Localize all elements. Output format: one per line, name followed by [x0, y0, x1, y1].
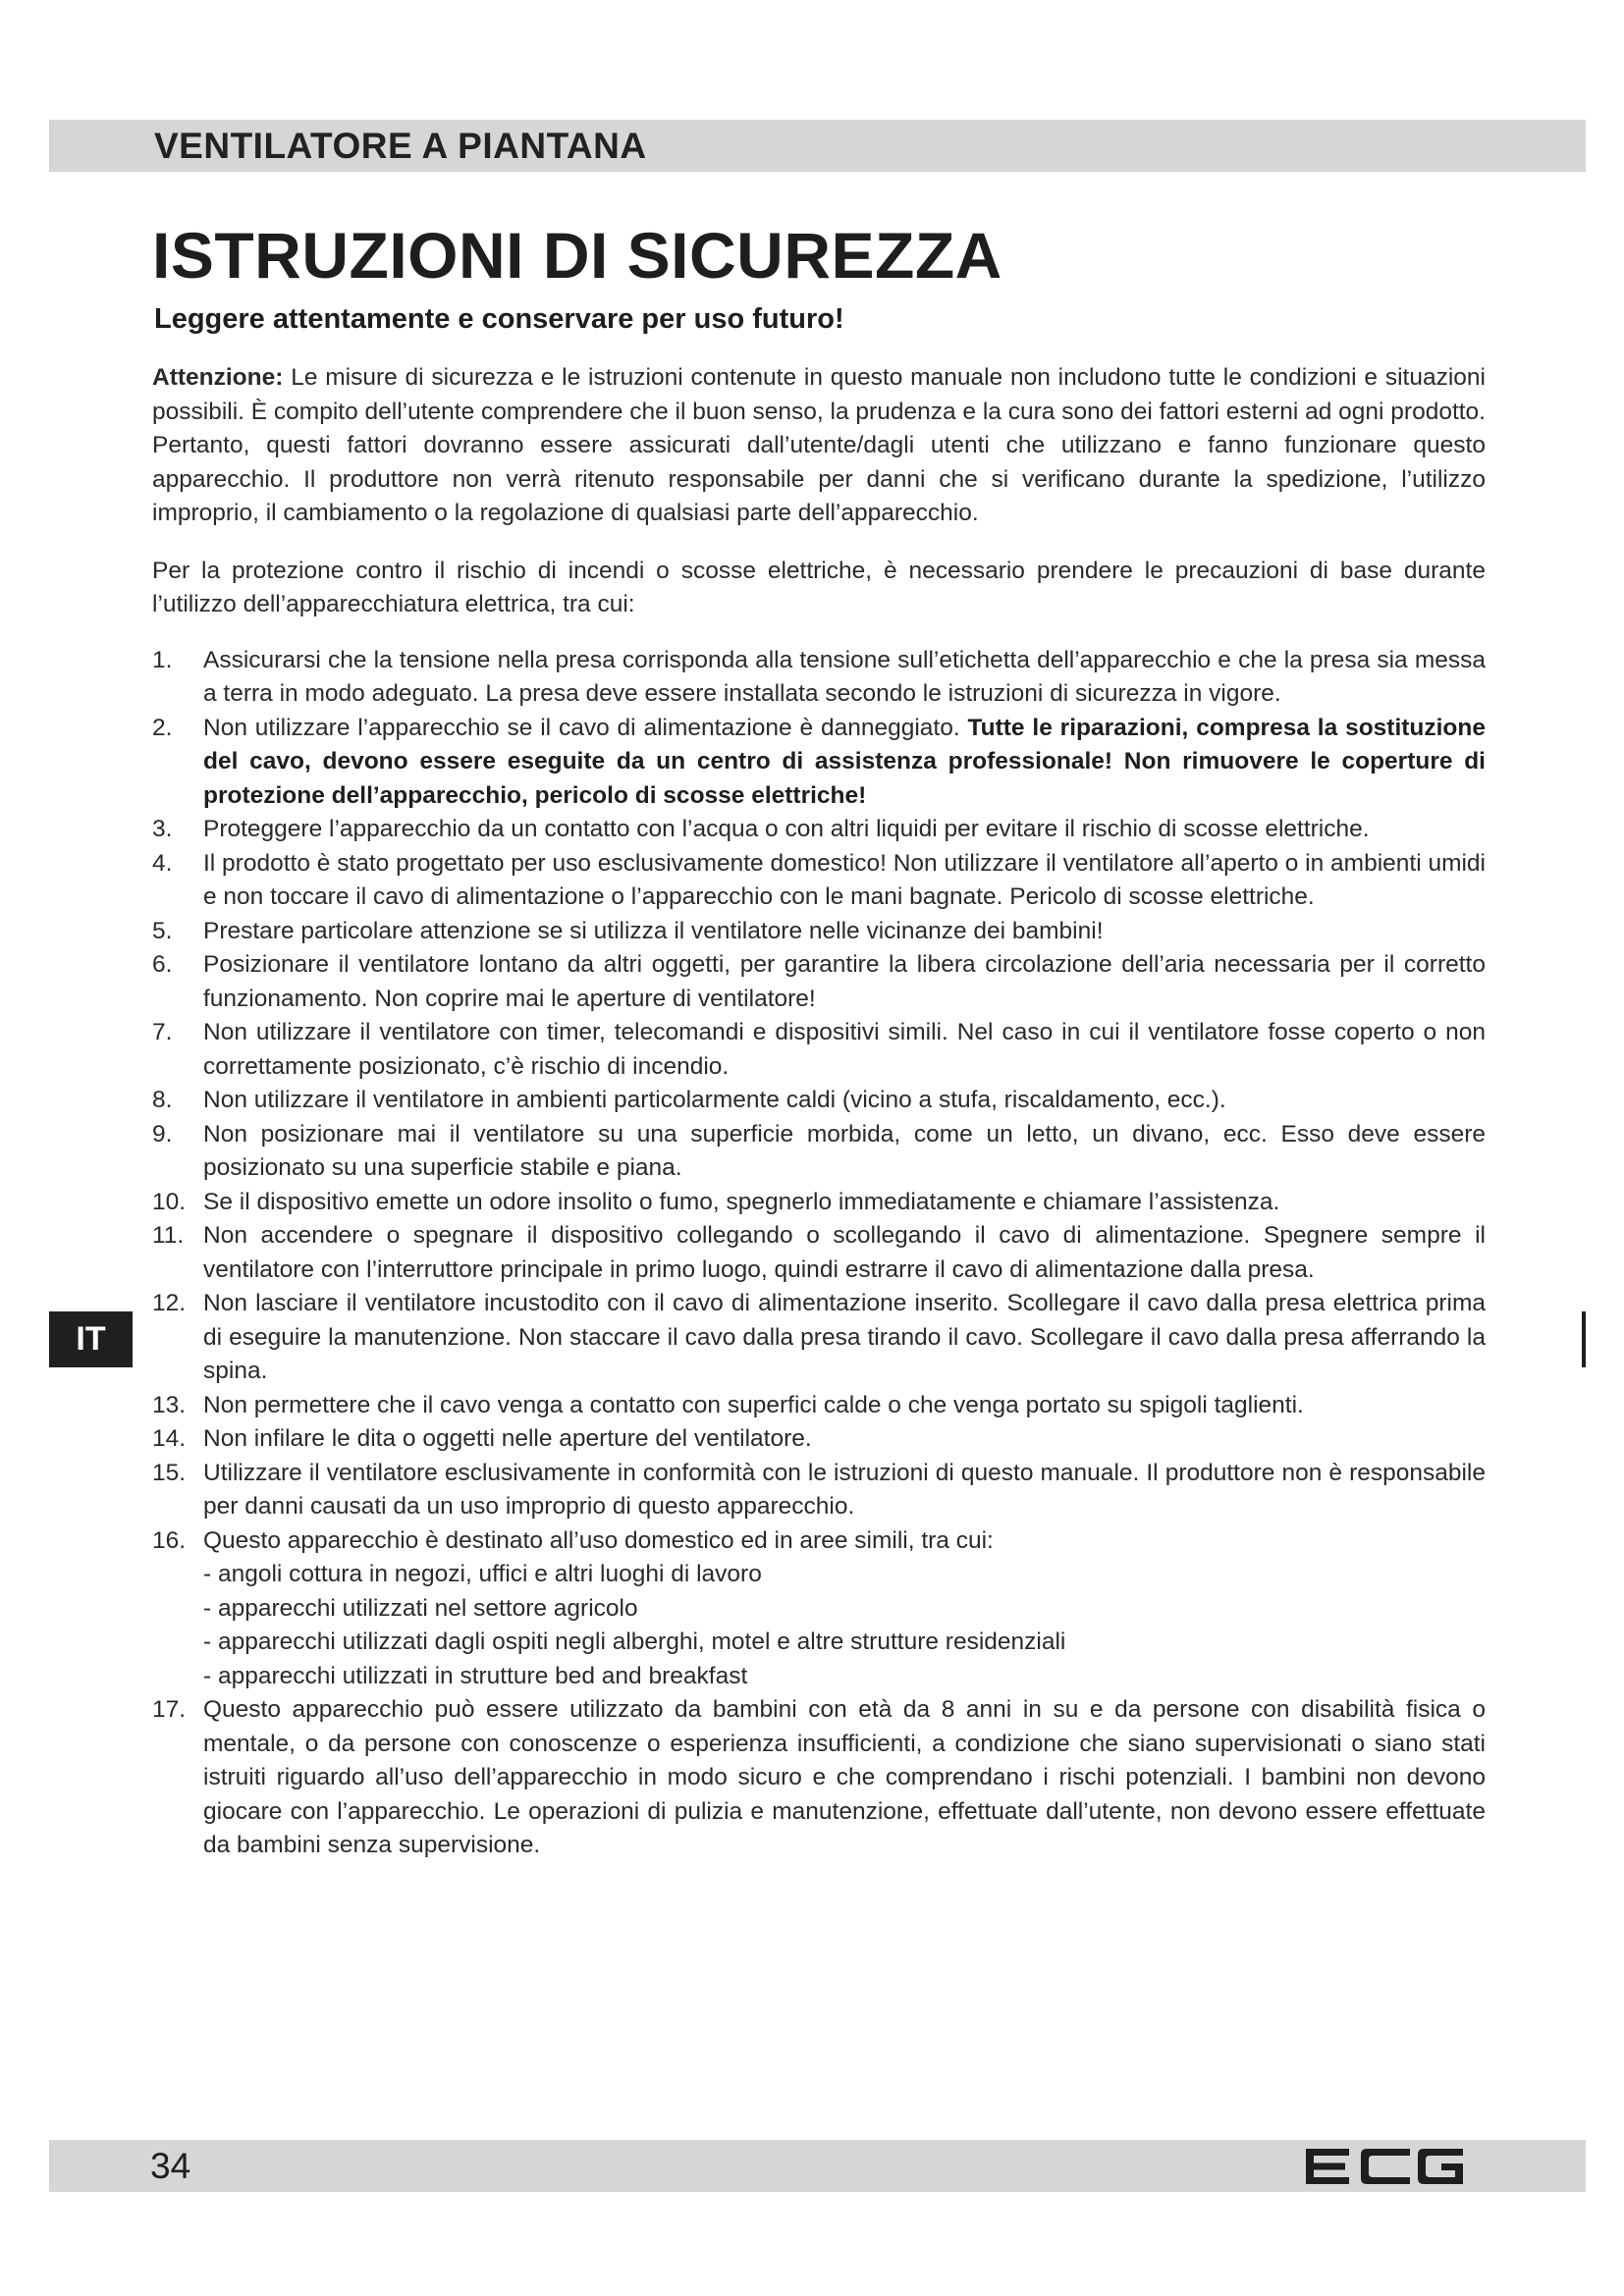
page-title: ISTRUZIONI DI SICUREZZA — [152, 219, 1002, 292]
sub-list — [203, 1558, 1486, 1693]
section-title: VENTILATORE A PIANTANA — [154, 126, 647, 166]
list-item: 4. Il prodotto è stato progettato per uso esclusivamente domestico! Non utilizzare il ventilatore all’aperto o in ambienti umidi e non toccare il cavo di alimentazione o l’apparecchio con le mani bagnate. Pericolo di scosse elettriche. — [152, 849, 1486, 910]
language-tab: IT — [49, 1311, 133, 1367]
list-item: 17. Questo apparecchio può essere utilizzato da bambini con età da 8 anni in su e da persone con disabilità fisica o mentale, o da persone con conoscenze o esperienza insufficienti, a condizione che siano supervisionati o siano stati istruiti riguardo all’uso dell’apparecchio in modo sicuro e che comprendano i rischi potenziali. I bambini non devono giocare con l’apparecchio. Le operazioni di pulizia e manutenzione, effettuate dall’utente, non devono essere effettuate da bambini senza supervisione. — [152, 1696, 1486, 1858]
safety-list — [152, 644, 1486, 1863]
page-number: 34 — [150, 2146, 191, 2186]
sub-list-item: - apparecchi utilizzati dagli ospiti negli alberghi, motel e altre strutture residenziali — [203, 1626, 1486, 1660]
list-item: 9. Non posizionare mai il ventilatore su una superficie morbida, come un letto, un divano, ecc. Esso deve essere posizionato su una superficie stabile e piana. — [152, 1120, 1486, 1181]
list-item: 14. Non infilare le dita o oggetti nelle aperture del ventilatore. — [152, 1425, 812, 1452]
list-item: 13. Non permettere che il cavo venga a contatto con superfici calde o che venga portato su spigoli taglienti. — [152, 1391, 1304, 1418]
sub-list-item: - apparecchi utilizzati nel settore agricolo — [203, 1592, 1486, 1627]
list-item: 3. Proteggere l’apparecchio da un contatto con l’acqua o con altri liquidi per evitare il rischio di scosse elettriche. — [152, 816, 1370, 842]
list-item: 7. Non utilizzare il ventilatore con timer, telecomandi e dispositivi simili. Nel caso in cui il ventilatore fosse coperto o non correttamente posizionato, c’è rischio di incendio. — [152, 1019, 1486, 1080]
sub-list-item: - angoli cottura in negozi, uffici e altri luoghi di lavoro — [203, 1558, 1486, 1592]
list-item: 11. Non accendere o spegnare il dispositivo collegando o scollegando il cavo di alimentazione. Spegnere sempre il ventilatore con l’interruttore principale in primo luogo, quindi estrarre il cavo di alimentazione dalla presa. — [152, 1222, 1486, 1283]
page-subtitle: Leggere attentamente e conservare per uso futuro! — [154, 303, 844, 335]
list-item: 1. Assicurarsi che la tensione nella presa corrisponda alla tensione sull’etichetta dell’apparecchio e che la presa sia messa a terra in modo adeguato. La presa deve essere installata secondo le istruzioni di sicurezza in vigore. — [152, 646, 1486, 707]
intro-paragraph: Per la protezione contro il rischio di incendi o scosse elettriche, è necessario prendere le precauzioni di base durante l’utilizzo dell’apparecchiatura elettrica, tra cui: — [152, 557, 1486, 617]
attention-label: Attenzione: — [152, 364, 284, 391]
list-item: 5. Prestare particolare attenzione se si utilizza il ventilatore nelle vicinanze dei bambini! — [152, 917, 1104, 944]
attention-paragraph — [152, 361, 1486, 531]
sub-list-item: - apparecchi utilizzati in strutture bed and breakfast — [203, 1660, 1486, 1694]
list-item: 8. Non utilizzare il ventilatore in ambienti particolarmente caldi (vicino a stufa, riscaldamento, ecc.). — [152, 1087, 1226, 1113]
list-item: 15. Utilizzare il ventilatore esclusivamente in conformità con le istruzioni di questo manuale. Il produttore non è responsabile per danni causati da un uso improprio di questo apparecchio. — [152, 1459, 1486, 1520]
warning-text: Tutte le riparazioni, compresa la sostituzione del cavo, devono essere eseguite da un centro di assistenza professionale! Non rimuovere le coperture di protezione dell’apparecchio, pericolo di scosse elettriche! — [203, 714, 1486, 809]
list-item: 16. Questo apparecchio è destinato all’uso domestico ed in aree simili, tra cui: - angoli cottura in negozi, uffici e altri luoghi di lavoro - apparecchi utilizzati nel settore agricolo - apparecchi utilizzati dagli ospiti negli alberghi, motel e altre strutture residenziali - apparecchi utilizzati in strutture bed and breakfast — [152, 1524, 1486, 1694]
edge-marker — [1582, 1311, 1586, 1367]
attention-text: Le misure di sicurezza e le istruzioni contenute in questo manuale non includono tutte le condizioni e situazioni possibili. È compito dell’utente comprendere che il buon senso, la prudenza e la cura sono dei fattori esterni ad ogni prodotto. Pertanto, questi fattori dovranno essere assicurati dall’utente/dagli utenti che utilizzano e fanno funzionare questo apparecchio. Il produttore non verrà ritenuto responsabile per danni che si verificano durante la spedizione, l’utilizzo improprio, il cambiamento o la regolazione di qualsiasi parte dell’apparecchio. — [152, 364, 1486, 526]
ecg-logo — [1306, 2149, 1463, 2184]
safety-content — [152, 361, 1486, 1863]
list-item: 10. Se il dispositivo emette un odore insolito o fumo, spegnerlo immediatamente e chiamare l’assistenza. — [152, 1188, 1280, 1215]
list-item: 12. Non lasciare il ventilatore incustodito con il cavo di alimentazione inserito. Scollegare il cavo dalla presa elettrica prima di eseguire la manutenzione. Non staccare il cavo dalla presa tirando il cavo. Scollegare il cavo dalla presa afferrando la spina. — [152, 1290, 1486, 1384]
list-item: 6. Posizionare il ventilatore lontano da altri oggetti, per garantire la libera circolazione dell’aria necessaria per il corretto funzionamento. Non coprire mai le aperture di ventilatore! — [152, 951, 1486, 1012]
list-item: 2. Non utilizzare l’apparecchio se il cavo di alimentazione è danneggiato. Tutte le riparazioni, compresa la sostituzione del cavo, devono essere eseguite da un centro di assistenza professionale! Non rimuovere le coperture di protezione dell’apparecchio, pericolo di scosse elettriche! — [152, 714, 1486, 809]
